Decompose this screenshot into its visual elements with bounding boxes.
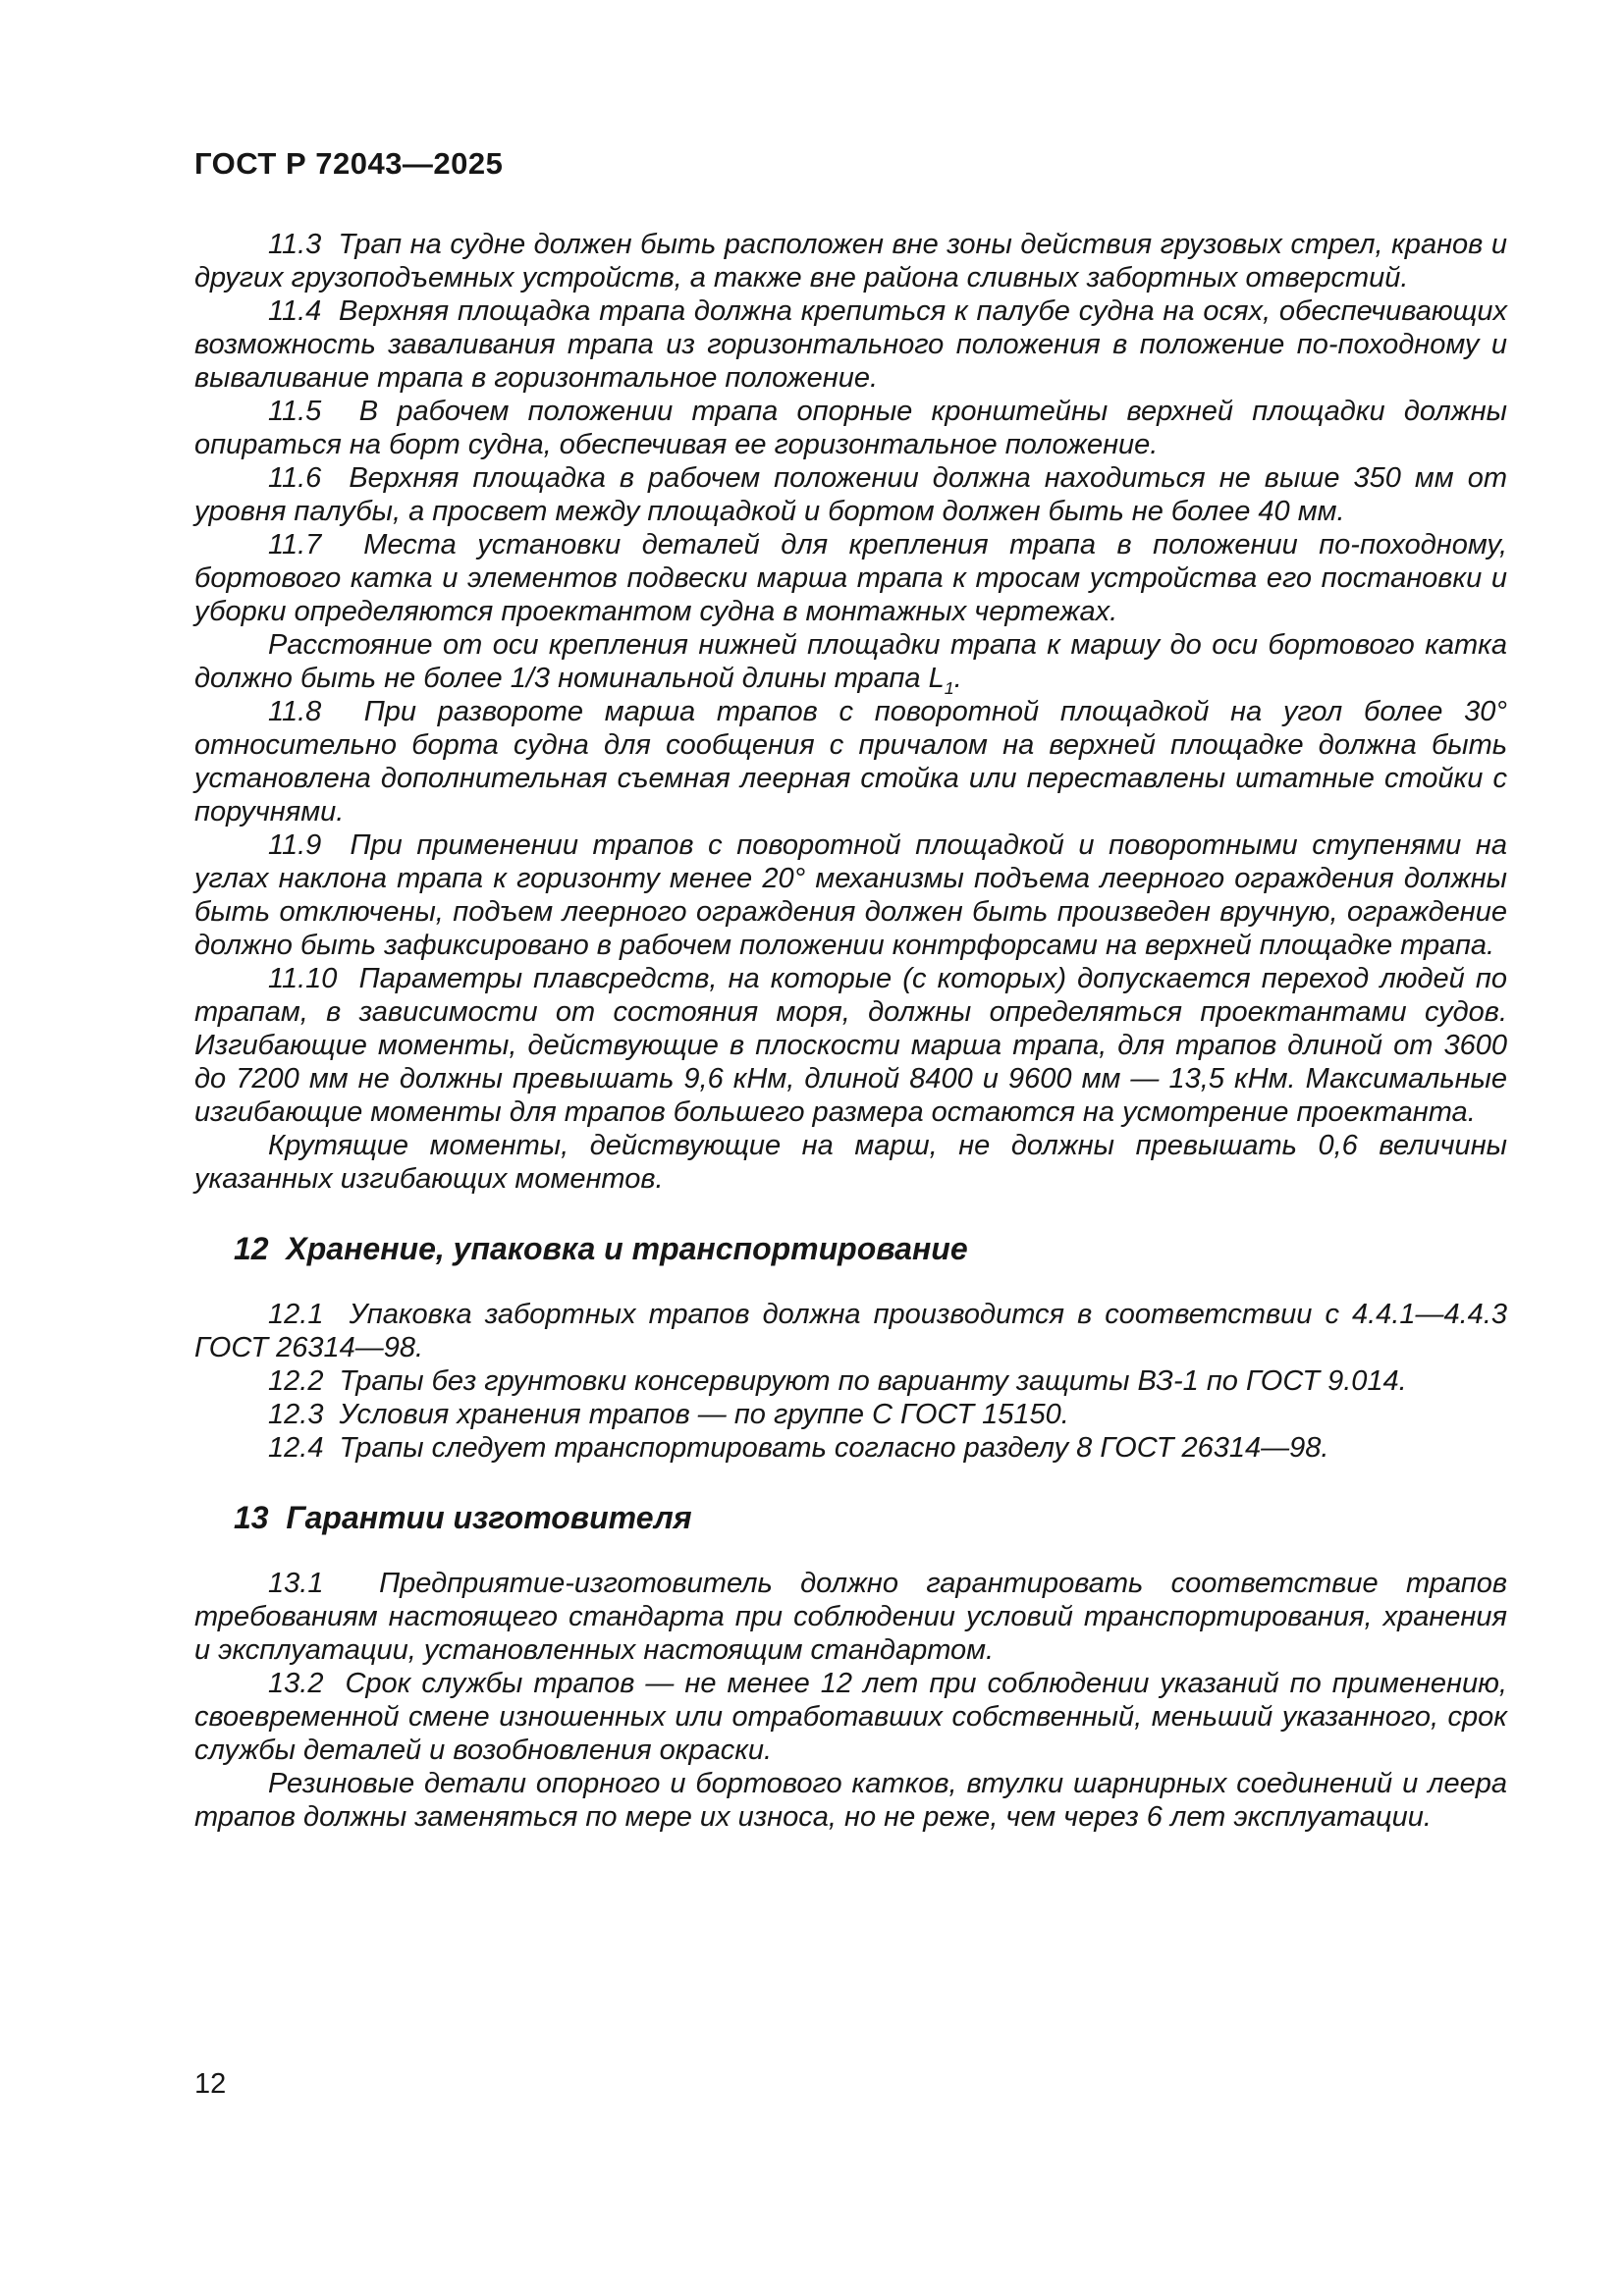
page-number: 12 [194, 2068, 227, 2100]
paragraph: Расстояние от оси крепления нижней площадки трапа к маршу до оси бортового катка должно быть не более 1/3 номинальной длины трапа $L_1$. [194, 629, 1507, 698]
paragraph: 11.10 Параметры плавсредств, на которые (с которых) допускается переход людей по трапам, в зависимости от состояния моря, должны определяться проектантами судов. Изгибающие моменты, действующие в плоскости марша трапа, для трапов длиной от 3600 до 7200 мм не должны превышать 9,6 кНм, длиной 8400 и 9600 мм — 13,5 кНм. Максимальные изгибающие моменты для трапов большего размера остаются на усмотрение проектанта. [194, 963, 1507, 1128]
paragraph: 11.7 Места установки деталей для крепления трапа в положении по-походному, бортового катка и элементов подвески марша трапа к тросам устройства его постановки и уборки определяются проектантом судна в монтажных чертежах. [194, 529, 1507, 627]
paragraph: 11.6 Верхняя площадка в рабочем положении должна находиться не выше 350 мм от уровня палубы, а просвет между площадкой и бортом должен быть не более 40 мм. [194, 462, 1507, 527]
paragraph: 11.8 При развороте марша трапов с поворотной площадкой на угол более 30° относительно борта судна для сообщения с причалом на верхней площадке должна быть установлена дополнительная съемная леерная стойка или переставлены штатные стойки с поручнями. [194, 696, 1507, 828]
document-content [194, 228, 1507, 1834]
paragraph: 13.2 Срок службы трапов — не менее 12 лет при соблюдении указаний по применению, своевременной смене изношенных или отработавших собственный, меньший указанного, срок службы деталей и возобновления окраски. [194, 1668, 1507, 1766]
paragraph: 11.3 Трап на судне должен быть расположен вне зоны действия грузовых стрел, кранов и других грузоподъемных устройств, а также вне района сливных забортных отверстий. [194, 229, 1507, 294]
paragraph: 11.9 При применении трапов с поворотной площадкой и поворотными ступенями на углах наклона трапа к горизонту менее 20° механизмы подъема леерного ограждения должны быть отключены, подъем леерного ограждения должен быть произведен вручную, ограждение должно быть зафиксировано в рабочем положении контрфорсами на верхней площадке трапа. [194, 829, 1507, 961]
paragraph: 11.4 Верхняя площадка трапа должна крепиться к палубе судна на осях, обеспечивающих возможность заваливания трапа из горизонтального положения в положение по-походному и вываливание трапа в горизонтальное положение. [194, 295, 1507, 394]
paragraph: 12.2 Трапы без грунтовки консервируют по варианту защиты ВЗ-1 по ГОСТ 9.014. [268, 1365, 1407, 1397]
paragraph: 13.1 Предприятие-изготовитель должно гарантировать соответствие трапов требованиям настоящего стандарта при соблюдении условий транспортирования, хранения и эксплуатации, установленных настоящим стандартом. [194, 1568, 1507, 1666]
paragraph: 12.3 Условия хранения трапов — по группе С ГОСТ 15150. [268, 1399, 1069, 1430]
paragraph: Крутящие моменты, действующие на марш, не должны превышать 0,6 величины указанных изгибающих моментов. [194, 1130, 1507, 1195]
paragraph: Резиновые детали опорного и бортового катков, втулки шарнирных соединений и леера трапов должны заменяться по мере их износа, но не реже, чем через 6 лет эксплуатации. [194, 1768, 1507, 1833]
paragraph: 12.4 Трапы следует транспортировать согласно разделу 8 ГОСТ 26314—98. [268, 1432, 1329, 1464]
section-heading: 13 Гарантии изготовителя [234, 1500, 692, 1535]
standard-designation: ГОСТ Р 72043—2025 [194, 146, 504, 181]
paragraph: 12.1 Упаковка забортных трапов должна производится в соответствии с 4.4.1—4.4.3 ГОСТ 26314—98. [194, 1299, 1507, 1363]
paragraph: 11.5 В рабочем положении трапа опорные кронштейны верхней площадки должны опираться на борт судна, обеспечивая ее горизонтальное положение. [194, 396, 1507, 460]
section-heading: 12 Хранение, упаковка и транспортирование [234, 1231, 968, 1266]
